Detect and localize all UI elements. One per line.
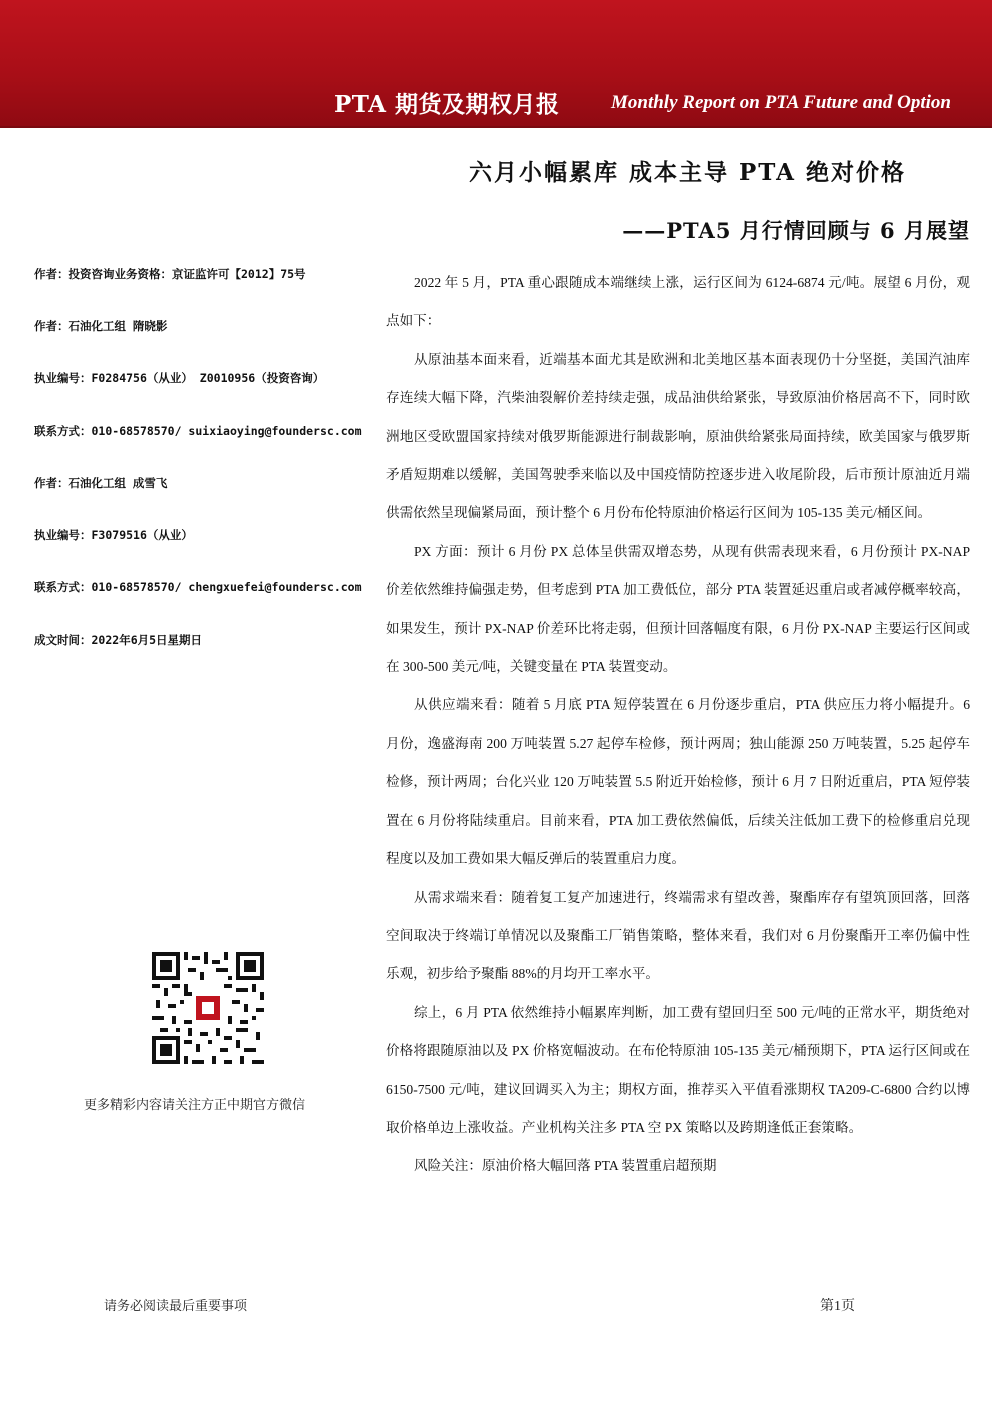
- qr-code-icon: [152, 952, 264, 1064]
- paragraph-risk: 风险关注：原油价格大幅回落 PTA 装置重启超预期: [414, 1158, 717, 1174]
- author-name-1: 作者：石油化工组 隋晓影: [34, 319, 168, 333]
- contact-info-2: 联系方式：010-68578570/ chengxuefei@foundersc.com: [34, 580, 362, 594]
- page-number: 第1页: [820, 1299, 855, 1314]
- paragraph-px: PX 方面：预计 6 月份 PX 总体呈供需双增态势，从现有供需表现来看，6 月份预计 PX-NAP 价差依然维持偏强走势，但考虑到 PTA 加工费低位，部分 PTA 装置延迟重启或者减停概率较高，如果发生，预计 PX-NAP 价差环比将走弱，但预计回落幅度有限，6 月份 PX-NAP 主要运行区间或在 300-500 美元/吨，关键变量在 PTA 装置变动。: [386, 543, 970, 675]
- paragraph-demand: 从需求端来看：随着复工复产加速进行，终端需求有望改善，聚酯库存有望筑顶回落，回落空间取决于终端订单情况以及聚酯工厂销售策略，整体来看，我们对 6 月份聚酯开工率仍偏中性乐观，初步给予聚酯 88%的月均开工率水平。: [386, 889, 970, 982]
- header-divider: [0, 126, 992, 128]
- paragraph-intro: 2022 年 5 月，PTA 重心跟随成本端继续上涨，运行区间为 6124-6874 元/吨。展望 6 月份，观点如下：: [386, 275, 970, 329]
- license-number-2: 执业编号：F3079516（从业）: [34, 528, 193, 542]
- report-title: 六月小幅累库 成本主导 PTA 绝对价格: [468, 159, 906, 186]
- header-title-en: Monthly Report on PTA Future and Option: [611, 92, 951, 113]
- header-title-cn: PTA 期货及期权月报: [334, 91, 560, 118]
- author-qualification: 作者：投资咨询业务资格：京证监许可【2012】75号: [34, 267, 306, 281]
- author-name-2: 作者：石油化工组 成雪飞: [34, 476, 168, 490]
- qr-caption: 更多精彩内容请关注方正中期官方微信: [84, 1098, 306, 1113]
- report-subtitle: ——PTA5 月行情回顾与 6 月展望: [622, 218, 970, 243]
- contact-info-1: 联系方式：010-68578570/ suixiaoying@foundersc.com: [34, 424, 362, 438]
- publish-date: 成文时间：2022年6月5日星期日: [34, 633, 203, 647]
- footer-notice: 请务必阅读最后重要事项: [104, 1299, 248, 1314]
- license-number-1: 执业编号：F0284756（从业） Z0010956（投资咨询）: [34, 371, 325, 385]
- report-body: [386, 264, 970, 1186]
- paragraph-supply: 从供应端来看：随着 5 月底 PTA 短停装置在 6 月份逐步重启，PTA 供应压力将小幅提升。6 月份，逸盛海南 200 万吨装置 5.27 起停车检修，预计两周；独山能源 250 万吨装置，5.25 起停车检修，预计两周；台化兴业 120 万吨装置 5.5 附近开始检修，预计 6 月 7 日附近重启，PTA 短停装置在 6 月份将陆续重启。目前来看，PTA 加工费依然偏低，后续关注低加工费下的检修重启兑现程度以及加工费如果大幅反弹后的装置重启力度。: [386, 697, 970, 867]
- paragraph-crude-oil: 从原油基本面来看，近端基本面尤其是欧洲和北美地区基本面表现仍十分坚挺，美国汽油库存连续大幅下降，汽柴油裂解价差持续走强，成品油供给紧张，导致原油价格居高不下，同时欧洲地区受欧盟国家持续对俄罗斯能源进行制裁影响，原油供给紧张局面持续，欧美国家与俄罗斯矛盾短期难以缓解，美国驾驶季来临以及中国疫情防控逐步进入收尾阶段，后市预计原油近月端供需依然呈现偏紧局面，预计整个 6 月份布伦特原油价格运行区间为 105-135 美元/桶区间。: [386, 351, 970, 521]
- paragraph-summary: 综上，6 月 PTA 依然维持小幅累库判断，加工费有望回归至 500 元/吨的正常水平，期货绝对价格将跟随原油以及 PX 价格宽幅波动。在布伦特原油 105-135 美元/桶预期下，PTA 运行区间或在 6150-7500 元/吨，建议回调买入为主；期权方面，推荐买入平值看涨期权 TA209-C-6800 合约以博取价格单边上涨收益。产业机构关注多 PTA 空 PX 策略以及跨期逢低正套策略。: [386, 1004, 970, 1135]
